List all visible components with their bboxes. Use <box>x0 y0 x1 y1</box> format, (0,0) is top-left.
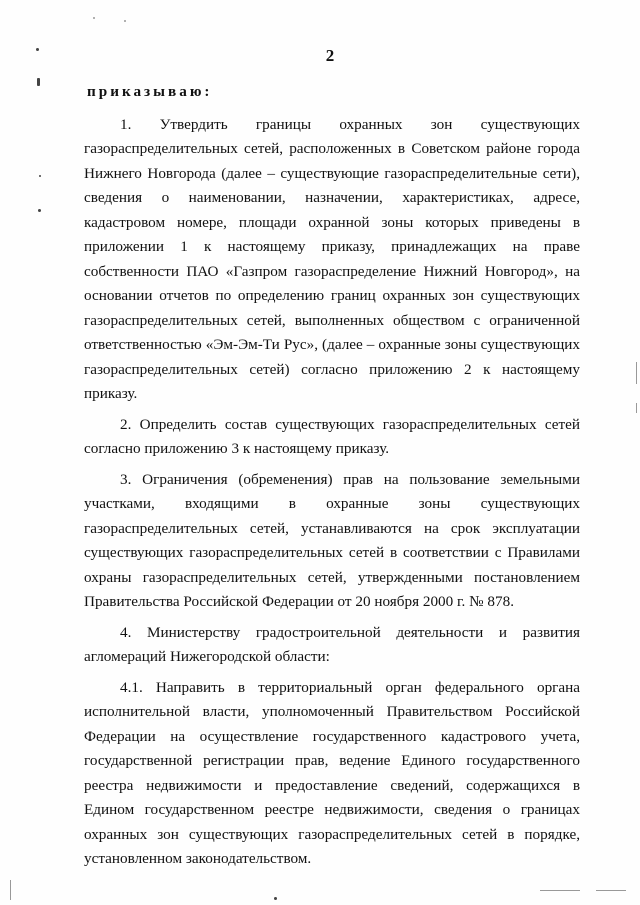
scan-speck <box>93 17 95 19</box>
scan-line <box>540 890 580 891</box>
scan-speck <box>38 209 41 212</box>
paragraph-4-1: 4.1. Направить в территориальный орган федерального органа исполнительной власти, уполномоченный Правительством Российской Федерации на осуществление государственного кадастрового учета, государственной регистрации прав, ведение Единого государственного реестра недвижимости и предоставление сведений, содержащихся в Едином государственном реестре недвижимости, сведения о границах охранных зон существующих газораспределительных сетей в порядке, установленном законодательством. <box>84 678 580 867</box>
scan-line <box>596 890 626 891</box>
paragraph-2: 2. Определить состав существующих газораспределительных сетей согласно приложению 3 к настоящему приказу. <box>84 415 580 457</box>
scan-line <box>636 403 637 413</box>
order-heading: приказываю: <box>87 83 213 100</box>
scan-speck <box>37 78 40 86</box>
paragraph-3: 3. Ограничения (обременения) прав на пользование земельными участками, входящими в охранные зоны существующих газораспределительных сетей, устанавливаются на срок эксплуатации существующих газораспределительных сетей в соответствии с Правилами охраны газораспределительных сетей, утвержденными постановлением Правительства Российской Федерации от 20 ноября 2000 г. № 878. <box>84 470 580 610</box>
scan-line <box>636 362 637 384</box>
scan-speck <box>274 897 277 900</box>
document-body <box>84 80 580 872</box>
scan-speck <box>39 175 41 177</box>
scan-speck <box>124 20 126 22</box>
paragraph-4: 4. Министерству градостроительной деятельности и развития агломераций Нижегородской области: <box>84 623 580 665</box>
scan-line <box>10 880 11 900</box>
paragraph-1: 1. Утвердить границы охранных зон существующих газораспределительных сетей, расположенных в Советском районе города Нижнего Новгорода (далее – существующие газораспределительные сети), сведения о наименовании, назначении, характеристиках, адресе, кадастровом номере, площади охранной зоны которых приведены в приложении 1 к настоящему приказу, принадлежащих на праве собственности ПАО «Газпром газораспределение Нижний Новгород», на основании отчетов по определению границ охранных зон существующих газораспределительных сетей, выполненных обществом с ограниченной ответственностью «Эм-Эм-Ти Рус», (далее – охранные зоны существующих газораспределительных сетей) согласно приложению 2 к настоящему приказу. <box>84 115 580 402</box>
page-number: 2 <box>325 46 335 65</box>
